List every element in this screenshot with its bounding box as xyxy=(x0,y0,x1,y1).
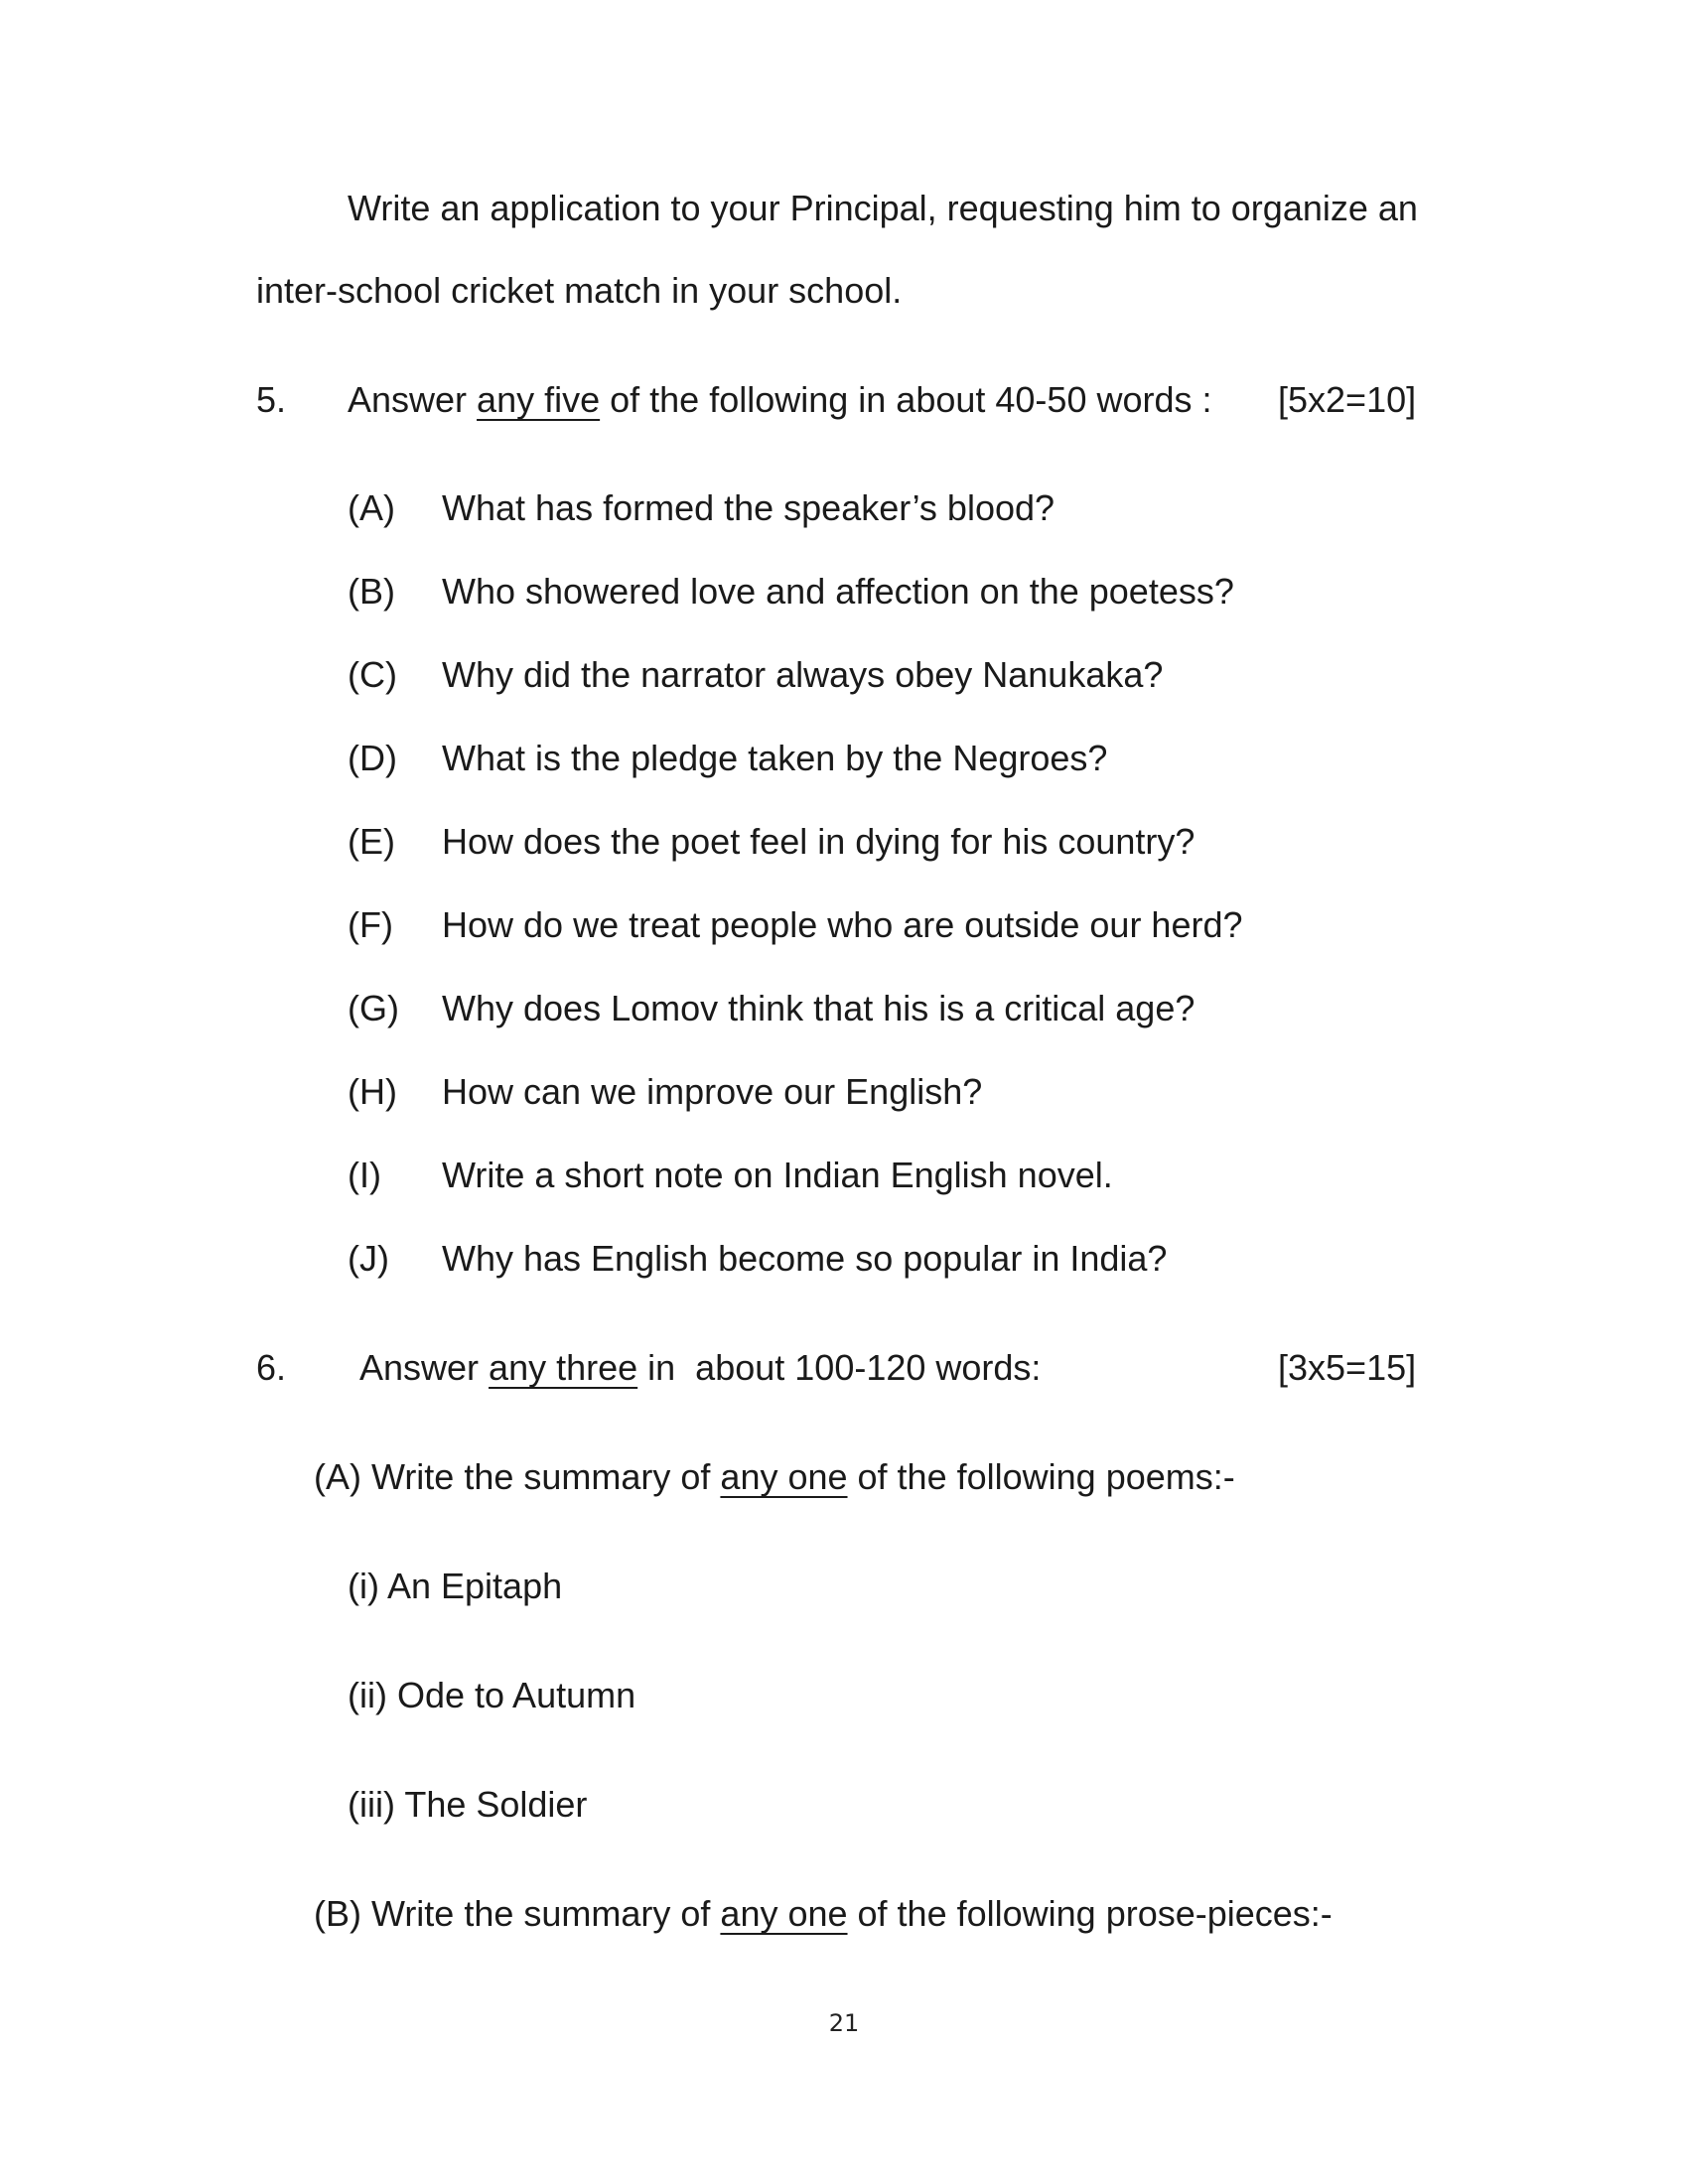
page-number: 21 xyxy=(828,2009,860,2037)
intro-line-2: inter-school cricket match in your school. xyxy=(256,270,903,311)
q5-item-text: How does the poet feel in dying for his country? xyxy=(442,821,1196,862)
q5-item-label: (D) xyxy=(348,738,397,778)
q6-part-a-item: (i) An Epitaph xyxy=(348,1566,563,1606)
q5-item-label: (H) xyxy=(348,1071,397,1112)
q6-part-b xyxy=(314,1893,1333,1934)
q5-item-label: (E) xyxy=(348,821,395,862)
q6-instruction xyxy=(359,1347,1042,1388)
q5-item-label: (J) xyxy=(348,1238,389,1279)
q5-item-label: (A) xyxy=(348,487,395,528)
q5-instruction-post: of the following in about 40-50 words : xyxy=(600,379,1212,420)
q5-item-label: (G) xyxy=(348,988,399,1028)
q6-instruction-pre: Answer xyxy=(359,1347,490,1388)
q5-item-text: Why has English become so popular in India? xyxy=(442,1238,1168,1279)
q5-item-text: What has formed the speaker’s blood? xyxy=(442,487,1055,528)
q5-instruction-pre: Answer xyxy=(348,379,478,420)
q6-emphasis: any three xyxy=(489,1347,638,1388)
q6-part-a-post: of the following poems:- xyxy=(847,1456,1235,1497)
q5-instruction xyxy=(348,379,1212,420)
q5-marks: [5x2=10] xyxy=(1278,379,1417,420)
q5-item-text: How can we improve our English? xyxy=(442,1071,983,1112)
q5-item-text: Why does Lomov think that his is a critical age? xyxy=(442,988,1196,1028)
q6-part-a-item: (ii) Ode to Autumn xyxy=(348,1675,636,1715)
q5-item-text: Who showered love and affection on the poetess? xyxy=(442,571,1234,612)
q6-part-a-item: (iii) The Soldier xyxy=(348,1784,588,1825)
q5-number: 5. xyxy=(256,379,287,420)
q6-marks: [3x5=15] xyxy=(1278,1347,1417,1388)
q5-item-text: How do we treat people who are outside our herd? xyxy=(442,904,1243,945)
q5-emphasis: any five xyxy=(477,379,601,420)
q5-item-label: (I) xyxy=(348,1155,381,1195)
q5-item-text: What is the pledge taken by the Negroes? xyxy=(442,738,1108,778)
q6-part-a-pre: (A) Write the summary of xyxy=(314,1456,721,1497)
q6-part-b-post: of the following prose-pieces:- xyxy=(847,1893,1333,1934)
q5-item-text: Write a short note on Indian English novel. xyxy=(442,1155,1113,1195)
q6-part-b-pre: (B) Write the summary of xyxy=(314,1893,721,1934)
q5-item-label: (B) xyxy=(348,571,395,612)
q6-part-b-emphasis: any one xyxy=(720,1893,848,1934)
q6-part-a-emphasis: any one xyxy=(720,1456,848,1497)
q6-number: 6. xyxy=(256,1347,287,1388)
q5-item-label: (F) xyxy=(348,904,393,945)
q5-item-label: (C) xyxy=(348,654,397,695)
intro-line-1: Write an application to your Principal, requesting him to organize an xyxy=(348,188,1418,228)
q5-item-text: Why did the narrator always obey Nanukaka? xyxy=(442,654,1164,695)
q6-instruction-post: in about 100-120 words: xyxy=(637,1347,1042,1388)
q6-part-a xyxy=(314,1456,1235,1497)
